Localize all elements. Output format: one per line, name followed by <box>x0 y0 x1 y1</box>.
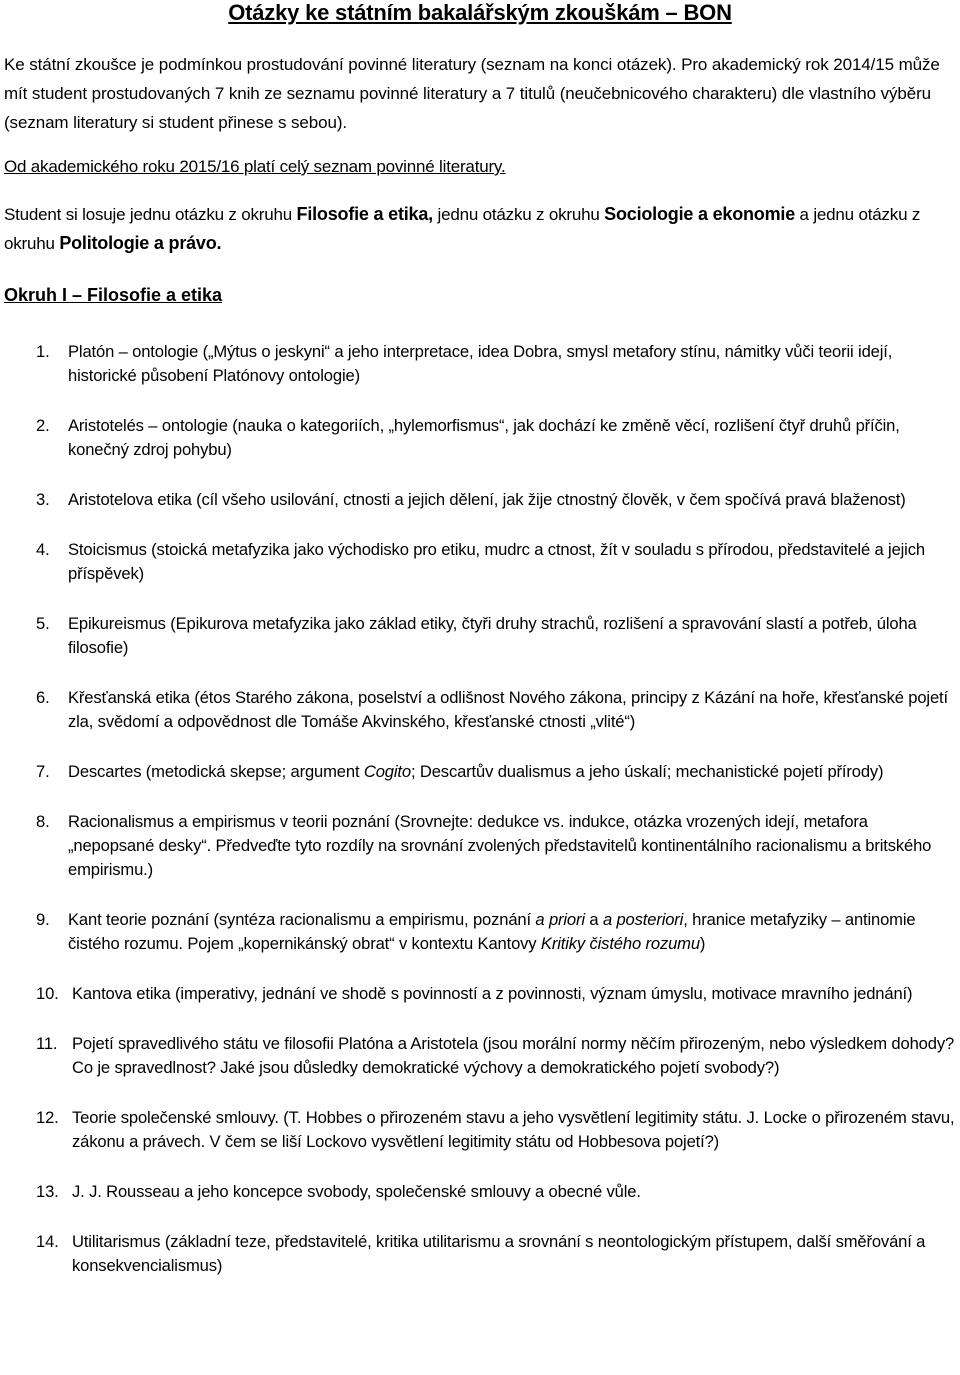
question-text-part: Descartes (metodická skepse; argument <box>68 762 364 781</box>
question-number: 7. <box>36 762 50 781</box>
student-text-2: jednu otázku z okruhu <box>432 205 605 224</box>
question-text-part: Kant teorie poznání (syntéza racionalismu a empirismu, poznání <box>68 910 536 929</box>
question-item <box>36 1106 958 1154</box>
student-text-1: Student si losuje jednu otázku z okruhu <box>4 205 297 224</box>
question-number: 5. <box>36 614 50 633</box>
student-text-3: a jednu otázku z okruhu <box>4 205 921 253</box>
literature-note: Od akademického roku 2015/16 platí celý seznam povinné literatury. <box>4 157 506 176</box>
question-text-italic: a priori <box>535 910 585 929</box>
question-item <box>36 488 958 512</box>
question-text: Pojetí spravedlivého státu ve filosofii Platóna a Aristotela (jsou morální normy něčím přirozeným, nebo výsledkem dohody? Co je spravedlnost? Jaké jsou důsledky demokratické výchovy a demokratického pojetí svobody?) <box>72 1034 955 1077</box>
question-text: Křesťanská etika (étos Starého zákona, poselství a odlišnost Nového zákona, principy z Kázání na hoře, křesťanské pojetí zla, svědomí a odpovědnost dle Tomáše Akvinského, křesťanské ctnosti „vlité“) <box>68 688 948 731</box>
intro-paragraph: Ke státní zkoušce je podmínkou prostudování povinné literatury (seznam na konci otázek). Pro akademický rok 2014/15 může mít student prostudovaných 7 knih ze seznamu povinné literatury a 7 titulů (neučebnicového charakteru) dle vlastního výběru (seznam literatury si student přinese s sebou). <box>4 55 940 132</box>
question-item <box>36 1230 958 1278</box>
question-text: Utilitarismus (základní teze, představitelé, kritika utilitarismu a srovnání s neontologickým přístupem, další směřování a konsekvencialismus) <box>72 1232 926 1275</box>
student-instructions <box>4 200 954 258</box>
topic-politology: Politologie a právo. <box>59 233 222 253</box>
question-number: 11. <box>36 1034 58 1053</box>
question-text: Aristotelova etika (cíl všeho usilování, ctnosti a jejich dělení, jak žije ctnostný člověk, v čem spočívá pravá blaženost) <box>68 490 906 509</box>
question-text-italic: Kritiky čistého rozumu <box>540 934 700 953</box>
question-number: 12. <box>36 1108 59 1127</box>
question-text <box>68 908 958 956</box>
question-number: 6. <box>36 688 50 707</box>
question-text: Teorie společenské smlouvy. (T. Hobbes o přirozeném stavu a jeho vysvětlení legitimity státu. J. Locke o přirozeném stavu, zákonu a právech. V čem se liší Lockovo vysvětlení legitimity státu od Hobbesova pojetí?) <box>72 1108 955 1151</box>
question-text-italic: a posteriori <box>602 910 684 929</box>
question-text: Racionalismus a empirismus v teorii poznání (Srovnejte: dedukce vs. indukce, otázka vrozených idejí, metafora „nepopsané desky“. Předveďte tyto rozdíly na srovnání zvolených představitelů kontinentálního racionalismu a britského empirismu.) <box>68 812 932 879</box>
question-text: Kantova etika (imperativy, jednání ve shodě s povinností a z povinnosti, význam úmyslu, motivace mravního jednání) <box>72 984 913 1003</box>
question-number: 9. <box>36 910 50 929</box>
question-number: 2. <box>36 416 50 435</box>
question-number: 4. <box>36 540 50 559</box>
page-title: Otázky ke státním bakalářským zkouškám – BON <box>228 0 732 25</box>
question-item <box>36 810 958 882</box>
question-item <box>36 686 958 734</box>
question-item <box>36 414 958 462</box>
question-list <box>36 340 958 1278</box>
question-item <box>36 908 958 956</box>
question-item <box>36 982 958 1006</box>
question-number: 10. <box>36 984 59 1003</box>
question-number: 14. <box>36 1232 59 1251</box>
question-text-part: a <box>584 910 603 929</box>
question-text: Platón – ontologie („Mýtus o jeskyni“ a jeho interpretace, idea Dobra, smysl metafory stínu, námitky vůči teorii idejí, historické působení Platónovy ontologie) <box>68 342 893 385</box>
question-text: Aristotelés – ontologie (nauka o kategoriích, „hylemorfismus“, jak dochází ke změně věcí, rozlišení čtyř druhů příčin, konečný zdroj pohybu) <box>68 416 900 459</box>
question-item <box>36 1180 958 1204</box>
question-item <box>36 760 958 784</box>
question-text-part: ; Descartův dualismus a jeho úskalí; mechanistické pojetí přírody) <box>410 762 884 781</box>
question-text: Epikureismus (Epikurova metafyzika jako základ etiky, čtyři druhy strachů, rozlišení a spravování slastí a potřeb, úloha filosofie) <box>68 614 917 657</box>
question-number: 3. <box>36 490 50 509</box>
question-number: 1. <box>36 342 50 361</box>
question-item <box>36 538 958 586</box>
question-text: J. J. Rousseau a jeho koncepce svobody, společenské smlouvy a obecné vůle. <box>72 1182 641 1201</box>
question-text <box>68 760 958 784</box>
question-text-italic: Cogito <box>363 762 411 781</box>
question-number: 8. <box>36 812 50 831</box>
topic-philosophy: Filosofie a etika, <box>296 204 433 224</box>
question-text: Stoicismus (stoická metafyzika jako východisko pro etiku, mudrc a ctnost, žít v souladu s přírodou, představitelé a jejich příspěvek) <box>68 540 925 583</box>
question-item <box>36 1032 958 1080</box>
question-item <box>36 612 958 660</box>
question-item <box>36 340 958 388</box>
question-number: 13. <box>36 1182 59 1201</box>
topic-sociology: Sociologie a ekonomie <box>604 204 796 224</box>
question-text-part: , hranice metafyziky – antinomie čistého rozumu. Pojem „kopernikánský obrat“ v kontextu Kantovy <box>68 910 916 953</box>
section-heading: Okruh I – Filosofie a etika <box>4 285 223 305</box>
question-text-part: ) <box>699 934 706 953</box>
